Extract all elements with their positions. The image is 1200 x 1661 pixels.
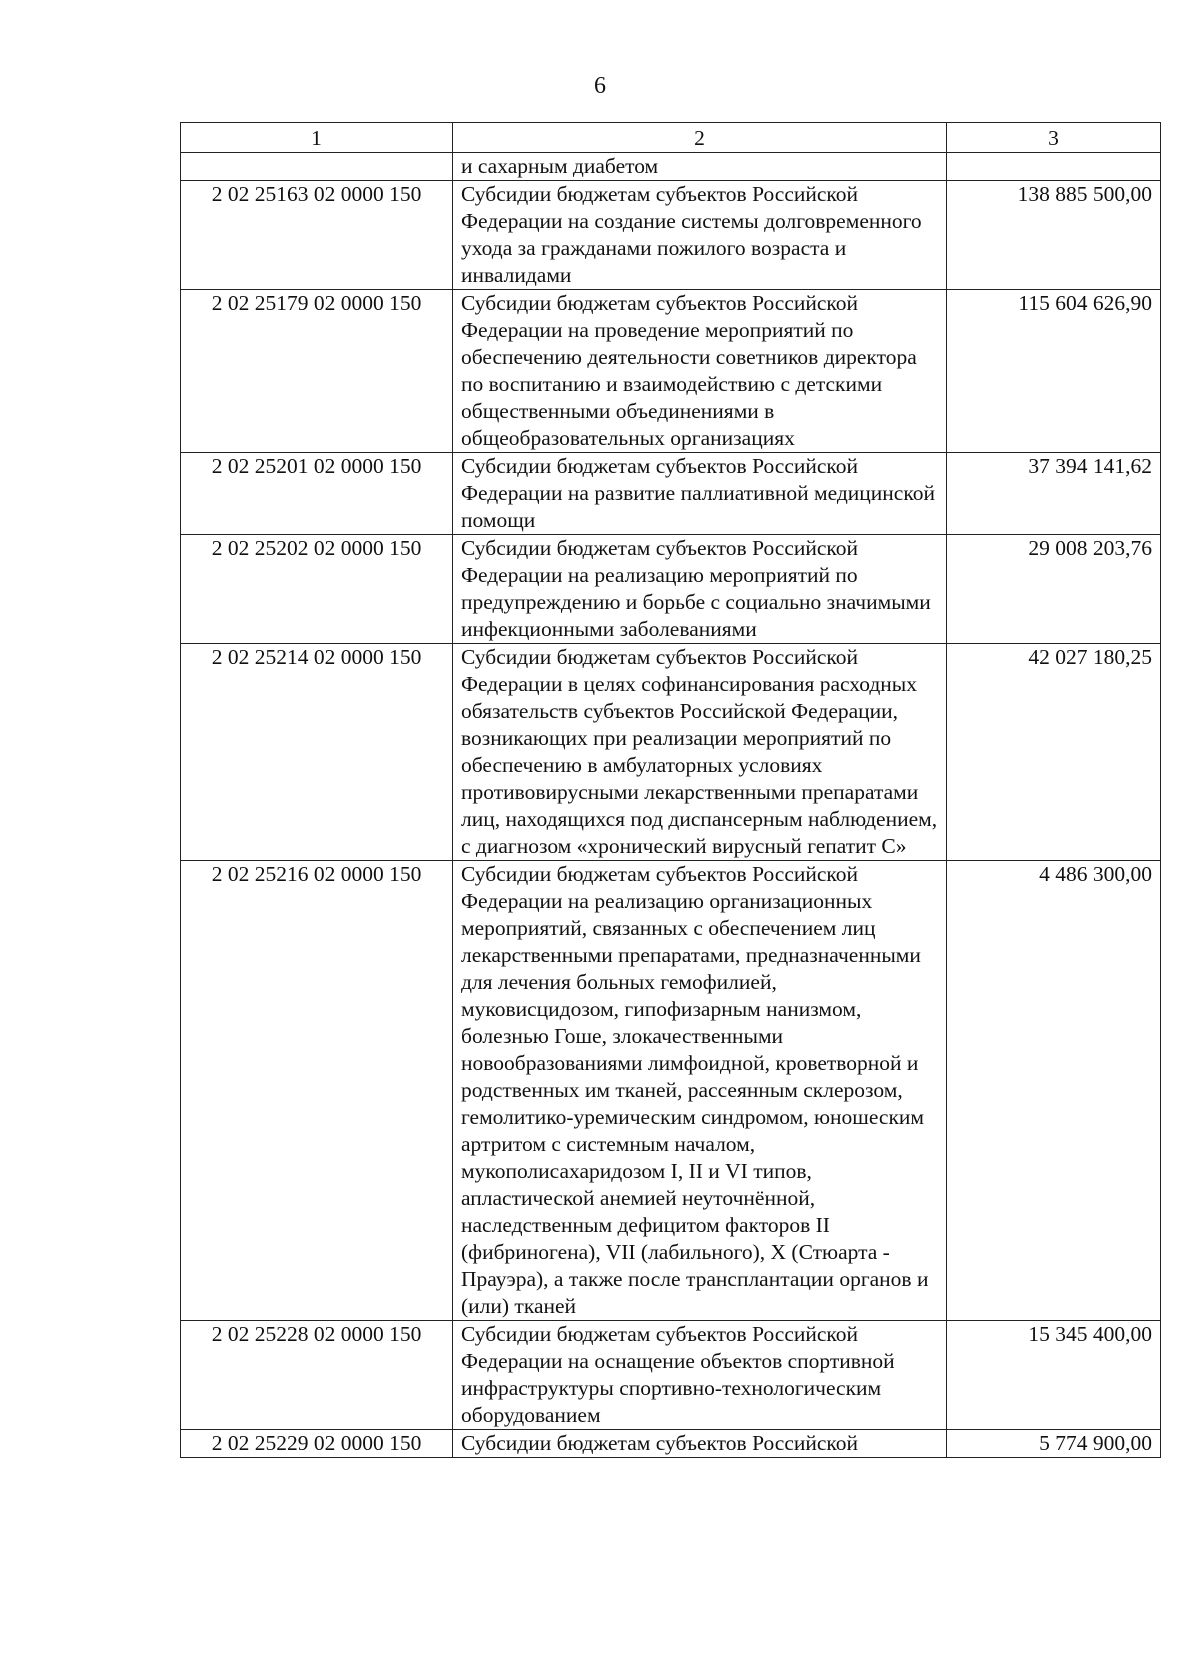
row-code: 2 02 25214 02 0000 150 xyxy=(181,644,453,861)
table-row xyxy=(181,644,1161,861)
row-amount: 138 885 500,00 xyxy=(947,181,1161,290)
row-description: Субсидии бюджетам субъектов Российской Федерации на создание системы долговременного ухода за гражданами пожилого возраста и инвалидами xyxy=(453,181,947,290)
column-header-3: 3 xyxy=(947,123,1161,153)
table-row xyxy=(181,290,1161,453)
row-amount: 4 486 300,00 xyxy=(947,861,1161,1321)
table-row xyxy=(181,1321,1161,1430)
row-code xyxy=(181,153,453,181)
row-description: Субсидии бюджетам субъектов Российской Федерации в целях софинансирования расходных обязательств субъектов Российской Федерации, возникающих при реализации мероприятий по обеспечению в амбулаторных условиях противовирусными лекарственными препаратами лиц, находящихся под диспансерным наблюдением, с диагнозом «хронический вирусный гепатит С» xyxy=(453,644,947,861)
table-row xyxy=(181,453,1161,535)
row-code: 2 02 25229 02 0000 150 xyxy=(181,1430,453,1458)
row-code: 2 02 25216 02 0000 150 xyxy=(181,861,453,1321)
row-amount: 37 394 141,62 xyxy=(947,453,1161,535)
row-amount: 115 604 626,90 xyxy=(947,290,1161,453)
row-description: Субсидии бюджетам субъектов Российской Федерации на реализацию мероприятий по предупреждению и борьбе с социально значимыми инфекционными заболеваниями xyxy=(453,535,947,644)
row-amount xyxy=(947,153,1161,181)
row-code: 2 02 25228 02 0000 150 xyxy=(181,1321,453,1430)
row-description: и сахарным диабетом xyxy=(453,153,947,181)
row-amount: 15 345 400,00 xyxy=(947,1321,1161,1430)
row-description: Субсидии бюджетам субъектов Российской Федерации на проведение мероприятий по обеспечению деятельности советников директора по воспитанию и взаимодействию с детскими общественными объединениями в общеобразовательных организациях xyxy=(453,290,947,453)
table-header-row xyxy=(181,123,1161,153)
row-code: 2 02 25163 02 0000 150 xyxy=(181,181,453,290)
column-header-1: 1 xyxy=(181,123,453,153)
table-row xyxy=(181,861,1161,1321)
row-amount: 29 008 203,76 xyxy=(947,535,1161,644)
row-description: Субсидии бюджетам субъектов Российской Федерации на развитие паллиативной медицинской помощи xyxy=(453,453,947,535)
row-description: Субсидии бюджетам субъектов Российской Федерации на оснащение объектов спортивной инфраструктуры спортивно-технологическим оборудованием xyxy=(453,1321,947,1430)
table-row xyxy=(181,1430,1161,1458)
column-header-2: 2 xyxy=(453,123,947,153)
continuation-row xyxy=(181,153,1161,181)
page-number: 6 xyxy=(594,73,606,99)
row-code: 2 02 25202 02 0000 150 xyxy=(181,535,453,644)
row-description: Субсидии бюджетам субъектов Российской xyxy=(453,1430,947,1458)
row-code: 2 02 25179 02 0000 150 xyxy=(181,290,453,453)
table-row xyxy=(181,535,1161,644)
row-amount: 42 027 180,25 xyxy=(947,644,1161,861)
row-amount: 5 774 900,00 xyxy=(947,1430,1161,1458)
row-code: 2 02 25201 02 0000 150 xyxy=(181,453,453,535)
table-row xyxy=(181,181,1161,290)
budget-table xyxy=(180,122,1161,1458)
row-description: Субсидии бюджетам субъектов Российской Федерации на реализацию организационных мероприятий, связанных с обеспечением лиц лекарственными препаратами, предназначенными для лечения больных гемофилией, муковисцидозом, гипофизарным нанизмом, болезнью Гоше, злокачественными новообразованиями лимфоидной, кроветворной и родственных им тканей, рассеянным склерозом, гемолитико-уремическим синдромом, юношеским артритом с системным началом, мукополисахаридозом I, II и VI типов, апластической анемией неуточнённой, наследственным дефицитом факторов II (фибриногена), VII (лабильного), X (Стюарта - Прауэра), а также после трансплантации органов и (или) тканей xyxy=(453,861,947,1321)
